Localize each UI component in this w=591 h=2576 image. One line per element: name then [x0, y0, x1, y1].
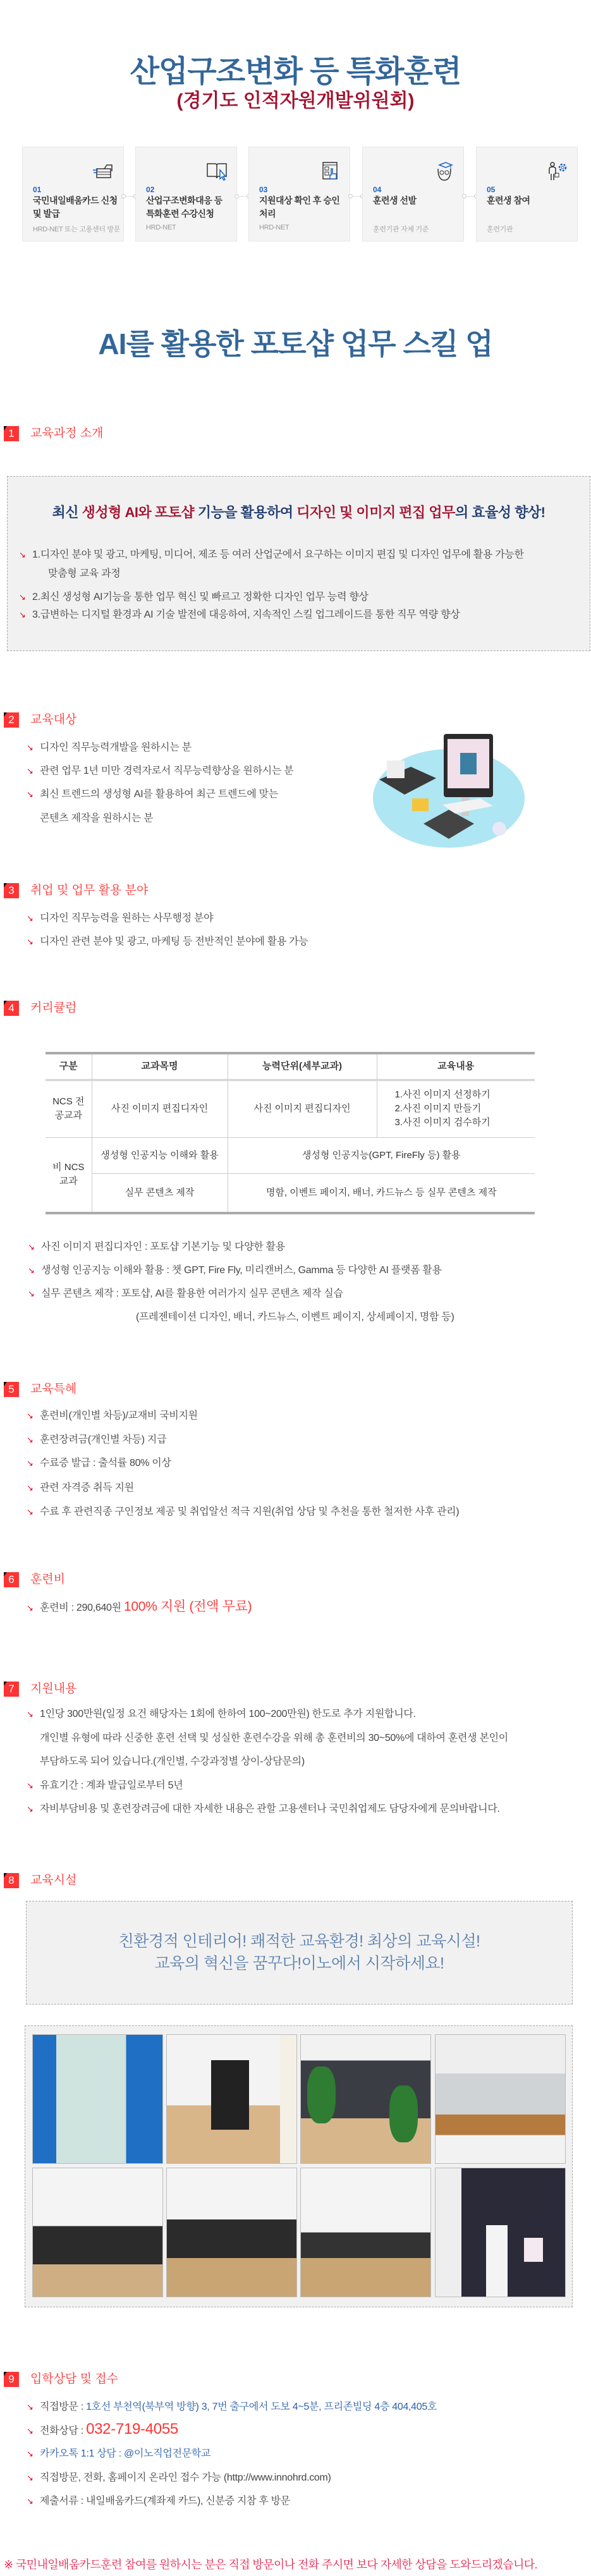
- step-title: 훈련생 선발: [373, 195, 417, 205]
- section-number-badge: 7: [4, 1682, 19, 1697]
- section-number-badge: 9: [4, 2372, 19, 2387]
- target-item-text: 관련 업무 1년 미만 경력자로서 직무능력향상을 원하시는 분: [40, 766, 294, 776]
- headline-highlight: 생성형 AI와 포토샵: [82, 504, 195, 520]
- curriculum-note-text: 사진 이미지 편집디자인 : 포토샵 기본기능 및 다양한 활용: [41, 1242, 285, 1252]
- content-cell: 생성형 인공지능(GPT, FireFly 등) 활용: [228, 1137, 535, 1173]
- headline-text: 의 효율성 향상!: [454, 504, 545, 520]
- channels-text: 직접방문, 전화, 홈페이지 온라인 접수 가능 (http://www.innohrd.com): [40, 2472, 331, 2483]
- curriculum-note-text: 실무 콘텐츠 제작 : 포토샵, AI를 활용한 여러가지 실무 콘텐츠 제작 실습: [41, 1288, 343, 1299]
- step-card-1: [22, 147, 124, 241]
- section-number-badge: 1: [4, 426, 19, 441]
- target-item: [27, 788, 278, 802]
- step-card-5: [476, 147, 578, 241]
- arrow-bullet-icon: ↘: [27, 2473, 34, 2482]
- section-label: 교육특혜: [30, 1383, 77, 1396]
- arrow-bullet-icon: ↘: [27, 2402, 34, 2412]
- section-label: 취업 및 업무 활용 분야: [30, 884, 149, 897]
- subject-cell: 생성형 인공지능 이해와 활용: [92, 1137, 228, 1173]
- section-label: 교육과정 소개: [30, 427, 104, 440]
- arrow-bullet-icon: ↘: [27, 913, 34, 923]
- hallway-photo: [166, 2034, 297, 2164]
- arrow-bullet-icon: ↘: [27, 1411, 34, 1420]
- benefit-text: 훈련장려금(개인별 차등) 지급: [40, 1434, 167, 1445]
- support-item-continued: 부담하도록 되어 있습니다.(개인별, 수강과정별 상이-상담문의): [40, 1756, 305, 1767]
- classroom-photo-2: [166, 2168, 297, 2297]
- page-subtitle: (경기도 인적자원개발위원회): [176, 90, 415, 111]
- contact-channels: [27, 2471, 331, 2485]
- arrow-bullet-icon: ↘: [19, 550, 26, 559]
- step-description: 훈련기관: [487, 226, 513, 233]
- curriculum-table: [46, 1052, 535, 1214]
- arrow-bullet-icon: ↘: [27, 1458, 34, 1468]
- table-header-row: [46, 1053, 535, 1080]
- benefit-text: 훈련비(개인별 차등)/교재비 국비지원: [40, 1410, 198, 1421]
- table-row: [46, 1173, 535, 1213]
- intro-item: [19, 608, 460, 622]
- arrow-bullet-icon: ↘: [27, 1709, 34, 1719]
- checklist-touch-icon: [319, 161, 341, 181]
- support-text: 1인당 300만원(일정 요건 해당자는 1회에 한하여 100~200만원) 한도로 추가 지원합니다.: [40, 1709, 416, 1719]
- step-description: 훈련기관 자체 기준: [373, 226, 429, 233]
- content-cell: [377, 1080, 535, 1137]
- subject-cell: 사진 이미지 편집디자인: [92, 1080, 228, 1137]
- documents-text: 제출서류 : 내일배움카드(계좌제 카드), 신분증 지참 후 방문: [40, 2496, 290, 2506]
- arrow-bullet-icon: ↘: [27, 766, 34, 776]
- step-description: HRD-NET: [259, 224, 289, 231]
- section-label: 커리큘럼: [30, 1001, 77, 1015]
- step-title: 지원대상 확인 후 승인 처리: [259, 195, 340, 219]
- category-cell: 비 NCS 교과: [46, 1137, 92, 1213]
- arrow-bullet-icon: ↘: [27, 1435, 34, 1444]
- step-card-4: [362, 147, 464, 241]
- contact-visit: [27, 2400, 437, 2414]
- facility-slogan: [26, 1931, 573, 1975]
- jobs-item: [27, 912, 213, 925]
- support-item: [27, 1779, 183, 1793]
- arrow-bullet-icon: ↘: [27, 1781, 34, 1790]
- content-line: 3.사진 이미지 검수하기: [394, 1117, 490, 1128]
- curriculum-note: [28, 1264, 442, 1278]
- table-row: [46, 1137, 535, 1173]
- step-title: 훈련생 참여: [487, 195, 530, 205]
- intro-item: [19, 548, 524, 562]
- headline-text: 최신: [52, 504, 82, 520]
- step-description: HRD-NET 또는 고용센터 방문: [33, 226, 121, 233]
- column-header: 구분: [46, 1053, 92, 1080]
- section-label: 교육대상: [30, 713, 77, 726]
- lobby-photo: [300, 2034, 431, 2164]
- fee-amount: 훈련비 : 290,640원: [40, 1602, 121, 1613]
- benefit-item: [27, 1409, 198, 1423]
- arrow-bullet-icon: ↘: [27, 1603, 34, 1613]
- support-item: [27, 1802, 500, 1816]
- intro-headline: [7, 502, 590, 522]
- step-connector: [236, 196, 249, 197]
- contact-phone: [27, 2422, 178, 2438]
- fee-highlight: 100% 지원 (전액 무료): [123, 1599, 252, 1614]
- unit-cell: 사진 이미지 편집디자인: [228, 1080, 377, 1137]
- section-number-badge: 3: [4, 883, 19, 898]
- step-connector: [464, 196, 477, 197]
- section-label: 입학상담 및 접수: [30, 2372, 119, 2386]
- arrow-bullet-icon: ↘: [27, 2496, 34, 2506]
- counseling-room-photo: [435, 2168, 566, 2297]
- benefit-item: [27, 1481, 134, 1495]
- support-text: 자비부담비용 및 훈련장려금에 대한 자세한 내용은 관할 고용센터나 국민취업제도 담당자에게 문의바랍니다.: [40, 1804, 500, 1814]
- book-cursor-icon: [206, 161, 228, 181]
- entrance-photo: [32, 2034, 163, 2164]
- jobs-item: [27, 935, 308, 949]
- arrow-bullet-icon: ↘: [27, 743, 34, 752]
- arrow-bullet-icon: ↘: [28, 1242, 35, 1252]
- arrow-bullet-icon: ↘: [28, 1289, 35, 1298]
- visit-address: 1호선 부천역(북부역 방향) 3, 7번 출구에서 도보 4~5분, 프리존빌딩 4층 404,405호: [86, 2402, 437, 2412]
- arrow-bullet-icon: ↘: [27, 1804, 34, 1814]
- step-title: 국민내일배움카드 신청 및 발급: [33, 195, 118, 219]
- support-item-continued: 개인별 유형에 따라 신중한 훈련 선택 및 성실한 훈련수강을 위해 총 훈련비의 30~50%에 대하여 훈련생 본인이: [40, 1733, 508, 1743]
- section-number-badge: 4: [4, 1001, 19, 1016]
- step-card-3: [248, 147, 350, 241]
- section-label: 훈련비: [30, 1573, 66, 1586]
- contact-documents: [27, 2494, 290, 2508]
- arrow-bullet-icon: ↘: [27, 2426, 34, 2436]
- curriculum-note: [28, 1240, 285, 1254]
- card-hand-icon: [93, 161, 114, 181]
- arrow-bullet-icon: ↘: [19, 592, 26, 602]
- table-row: [46, 1080, 535, 1137]
- classroom-photo-3: [300, 2168, 431, 2297]
- arrow-bullet-icon: ↘: [27, 1507, 34, 1517]
- section-number-badge: 6: [4, 1572, 19, 1587]
- benefit-text: 관련 자격증 취득 지원: [40, 1482, 134, 1493]
- step-number: 04: [373, 185, 382, 194]
- visit-label: 직접방문 :: [40, 2402, 87, 2412]
- phone-number-link[interactable]: 032-719-4055: [86, 2420, 178, 2438]
- headline-text: 기능을 활용하여: [194, 504, 297, 520]
- benefit-item: [27, 1456, 171, 1470]
- course-title: AI를 활용한 포토샵 업무 스킬 업: [98, 327, 493, 360]
- subject-cell: 실무 콘텐츠 제작: [92, 1173, 228, 1213]
- target-item-text: 디자인 직무능력개발을 원하시는 분: [40, 742, 192, 753]
- benefit-text: 수료 후 관련직종 구인정보 제공 및 취업알선 적극 지원(취업 상담 및 추천을 통한 철저한 사후 관리): [40, 1506, 460, 1517]
- phone-label: 전화상담 :: [40, 2426, 87, 2436]
- column-header: 능력단위(세부교과): [228, 1053, 377, 1080]
- design-workspace-illustration: [373, 729, 527, 849]
- headline-highlight: 디자인 및 이미지 편집 업무: [296, 504, 455, 520]
- slogan-line: 친환경적 인테리어! 쾌적한 교육환경! 최상의 교육시설!: [118, 1932, 480, 1950]
- content-line: 2.사진 이미지 만들기: [394, 1103, 482, 1114]
- step-connector: [123, 196, 136, 197]
- jobs-item-text: 디자인 관련 분야 및 광고, 마케팅 등 전반적인 분야에 활용 가능: [40, 936, 308, 947]
- intro-item: [19, 590, 369, 604]
- category-cell: NCS 전공교과: [46, 1080, 92, 1137]
- kakao-chat-link[interactable]: 카카오톡 1:1 상담 : @이노직업전문학교: [40, 2448, 211, 2459]
- step-connector: [350, 196, 363, 197]
- section-number-badge: 2: [4, 712, 19, 728]
- person-gear-icon: [547, 161, 568, 181]
- intro-item-text: 3.급변하는 디지털 환경과 AI 기술 발전에 대응하여, 지속적인 스킬 업그레이드를 통한 직무 역량 향상: [32, 609, 460, 620]
- arrow-bullet-icon: ↘: [27, 2449, 34, 2458]
- column-header: 교과목명: [92, 1053, 228, 1080]
- target-item: [27, 741, 192, 755]
- benefit-item: [27, 1505, 459, 1519]
- curriculum-note-text: 생성형 인공지능 이해와 활용 : 챗 GPT, Fire Fly, 미리캔버스, Gamma 등 다양한 AI 플랫폼 활용: [41, 1265, 442, 1276]
- support-text: 유효기간 : 계좌 발급일로부터 5년: [40, 1780, 183, 1791]
- arrow-bullet-icon: ↘: [27, 937, 34, 946]
- arrow-bullet-icon: ↘: [28, 1266, 35, 1275]
- intro-item-continued: 맞춤형 교육 과정: [48, 568, 121, 579]
- step-card-2: [135, 147, 237, 241]
- classroom-photo-1: [32, 2168, 163, 2297]
- intro-item-text: 2.최신 생성형 AI기능을 통한 업무 혁신 및 빠르고 정확한 디자인 업무 능력 향상: [32, 592, 369, 602]
- section-label: 교육시설: [30, 1874, 77, 1887]
- arrow-bullet-icon: ↘: [27, 1483, 34, 1492]
- arrow-bullet-icon: ↘: [19, 610, 26, 620]
- curriculum-note: [28, 1287, 343, 1301]
- target-item-continued: 콘텐츠 제작을 원하시는 분: [40, 813, 154, 824]
- step-description: HRD-NET: [146, 224, 176, 231]
- target-item-text: 최신 트렌드의 생성형 AI를 활용하여 최근 트렌드에 맞는: [40, 789, 278, 800]
- contact-kakao: [27, 2447, 210, 2461]
- curriculum-note-continued: (프레젠테이션 디자인, 배너, 카드뉴스, 이벤트 페이지, 상세페이지, 명함 등): [136, 1312, 454, 1322]
- step-title: 산업구조변화대응 등 특화훈련 수강신청: [146, 195, 222, 219]
- benefit-item: [27, 1433, 166, 1447]
- arrow-bullet-icon: ↘: [27, 790, 34, 799]
- content-line: 1.사진 이미지 선정하기: [394, 1089, 490, 1100]
- target-item: [27, 764, 293, 778]
- footer-note: ※ 국민내일배움카드훈련 참여를 원하시는 분은 직접 방문이나 전화 주시면 보다 자세한 상담을 도와드리겠습니다.: [4, 2558, 537, 2571]
- content-cell: 명함, 이벤트 페이지, 배너, 카드뉴스 등 실무 콘텐츠 제작: [228, 1173, 535, 1213]
- section-number-badge: 5: [4, 1382, 19, 1397]
- section-label: 지원내용: [30, 1682, 77, 1695]
- benefit-text: 수료증 발급 : 출석률 80% 이상: [40, 1458, 171, 1468]
- slogan-line: 교육의 혁신을 꿈꾸다!이노에서 시작하세요!: [154, 1955, 444, 1972]
- step-number: 02: [146, 185, 155, 194]
- reception-photo: [435, 2034, 566, 2164]
- support-item: [27, 1707, 416, 1721]
- section-number-badge: 8: [4, 1873, 19, 1888]
- column-header: 교육내용: [377, 1053, 535, 1080]
- fee-item: [27, 1600, 252, 1615]
- step-number: 05: [487, 185, 496, 194]
- step-number: 01: [33, 185, 42, 194]
- graduate-icon: [433, 161, 454, 181]
- jobs-item-text: 디자인 직무능력을 원하는 사무행정 분야: [40, 913, 214, 924]
- step-number: 03: [259, 185, 268, 194]
- intro-item-text: 1.디자인 분야 및 광고, 마케팅, 미디어, 제조 등 여러 산업군에서 요구하는 이미지 편집 및 디자인 업무에 활용 가능한: [32, 549, 524, 560]
- page-title: 산업구조변화 등 특화훈련: [130, 55, 461, 89]
